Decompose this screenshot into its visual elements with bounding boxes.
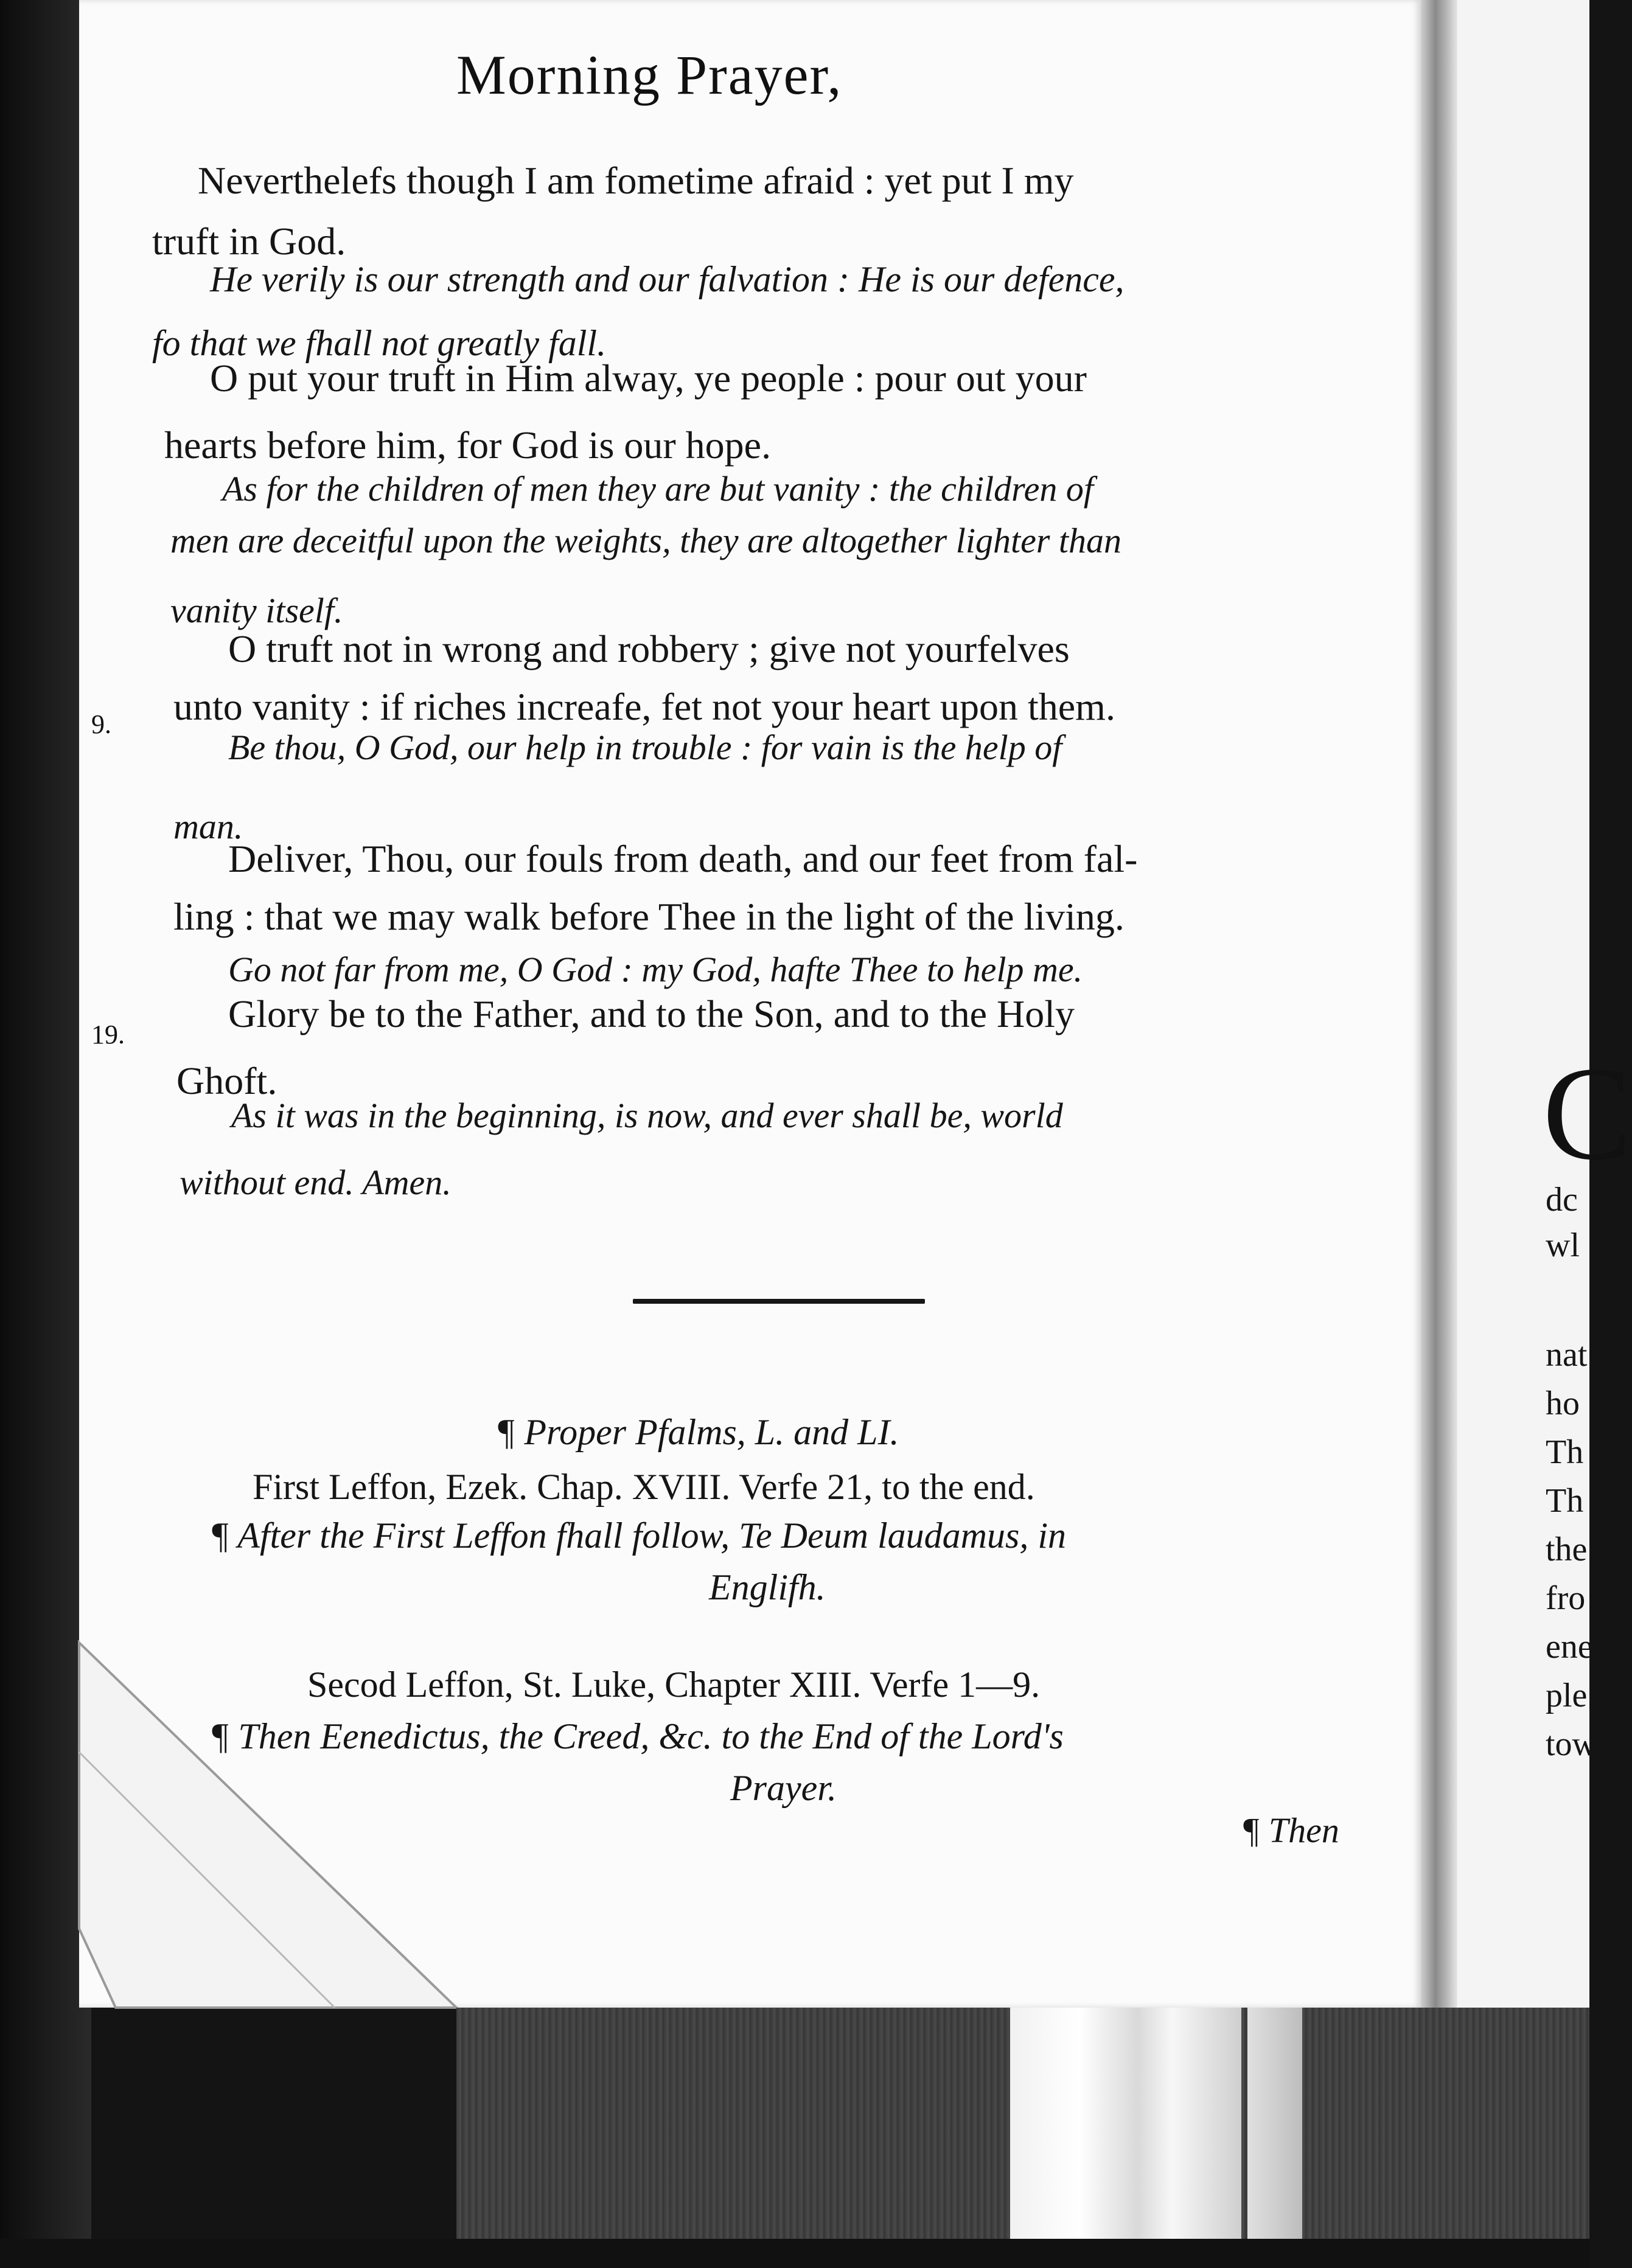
rubric-english: Englifh. bbox=[709, 1567, 826, 1607]
facing-fragment: Th bbox=[1546, 1433, 1584, 1471]
facing-page bbox=[1457, 0, 1632, 2026]
psalm-line: As it was in the beginning, is now, and ever shall be, world bbox=[231, 1096, 1063, 1135]
rubric-proper-psalms: ¶ Proper Pfalms, L. and LI. bbox=[496, 1412, 899, 1452]
rubric-prayer: Prayer. bbox=[730, 1768, 837, 1808]
rubric-after-first-lesson: ¶ After the First Leffon fhall follow, Te Deum laudamus, in bbox=[210, 1515, 1066, 1556]
psalm-line: Ghoft. bbox=[176, 1059, 277, 1102]
psalm-line: Neverthelefs though I am fometime afraid : yet put I my bbox=[198, 159, 1074, 202]
scan-bottom-edge bbox=[0, 2239, 1589, 2268]
facing-fragment: tow bbox=[1546, 1725, 1597, 1763]
psalm-line: Deliver, Thou, our fouls from death, and our feet from fal- bbox=[228, 837, 1138, 880]
psalm-line: fo that we fhall not greatly fall. bbox=[152, 323, 607, 363]
psalm-line: ling : that we may walk before Thee in the light of the living. bbox=[173, 895, 1125, 938]
facing-fragment: ene bbox=[1546, 1628, 1593, 1666]
facing-fragment: Th bbox=[1546, 1482, 1584, 1520]
section-divider bbox=[633, 1299, 925, 1304]
facing-fragment: wl bbox=[1546, 1226, 1580, 1264]
book-gutter bbox=[1421, 0, 1457, 2026]
psalm-line: Glory be to the Father, and to the Son, and to the Holy bbox=[228, 992, 1075, 1035]
psalm-line: Go not far from me, O God : my God, hafte Thee to help me. bbox=[228, 950, 1083, 989]
psalm-line: He verily is our strength and our falvation : He is our defence, bbox=[210, 259, 1125, 299]
facing-fragment: nat bbox=[1546, 1336, 1588, 1374]
scan-background-left bbox=[0, 0, 91, 2268]
bookmark-ribbon-fold bbox=[1247, 2008, 1302, 2268]
psalm-line: As for the children of men they are but vanity : the children of bbox=[222, 469, 1093, 509]
facing-fragment: the bbox=[1546, 1531, 1588, 1568]
bookmark-ribbon bbox=[1010, 2008, 1241, 2268]
rubric-then-benedictus: ¶ Then Eenedictus, the Creed, &c. to the End of the Lord's bbox=[210, 1716, 1064, 1756]
margin-verse-number: 19. bbox=[91, 1020, 125, 1049]
facing-fragment: ho bbox=[1546, 1385, 1580, 1422]
rubric-second-lesson: Secod Leffon, St. Luke, Chapter XIII. Verfe 1—9. bbox=[307, 1664, 1041, 1705]
psalm-line: without end. Amen. bbox=[180, 1163, 452, 1202]
psalm-line: O put your truft in Him alway, ye people : pour out your bbox=[210, 357, 1087, 400]
facing-fragment: ple bbox=[1546, 1677, 1588, 1714]
facing-fragment: dc bbox=[1546, 1181, 1578, 1219]
psalm-line: O truft not in wrong and robbery ; give not yourfelves bbox=[228, 627, 1070, 670]
psalm-line: Be thou, O God, our help in trouble : for vain is the help of bbox=[228, 728, 1062, 767]
margin-verse-number: 9. bbox=[91, 709, 111, 739]
rubric-first-lesson: First Leffon, Ezek. Chap. XVIII. Verfe 21, to the end. bbox=[253, 1467, 1035, 1507]
page-title: Morning Prayer, bbox=[456, 44, 843, 106]
psalm-line: men are deceitful upon the weights, they are altogether lighter than bbox=[170, 521, 1121, 560]
catchword: ¶ Then bbox=[1241, 1811, 1339, 1850]
psalm-line: unto vanity : if riches increafe, fet not your heart upon them. bbox=[173, 685, 1115, 728]
facing-fragment: fro bbox=[1546, 1579, 1586, 1617]
facing-page-drop-cap: C bbox=[1543, 1039, 1632, 1188]
psalm-line: vanity itself. bbox=[170, 591, 343, 630]
psalm-line: hearts before him, for God is our hope. bbox=[164, 423, 772, 467]
psalm-line: truft in God. bbox=[152, 220, 346, 263]
psalm-line: man. bbox=[173, 807, 243, 846]
